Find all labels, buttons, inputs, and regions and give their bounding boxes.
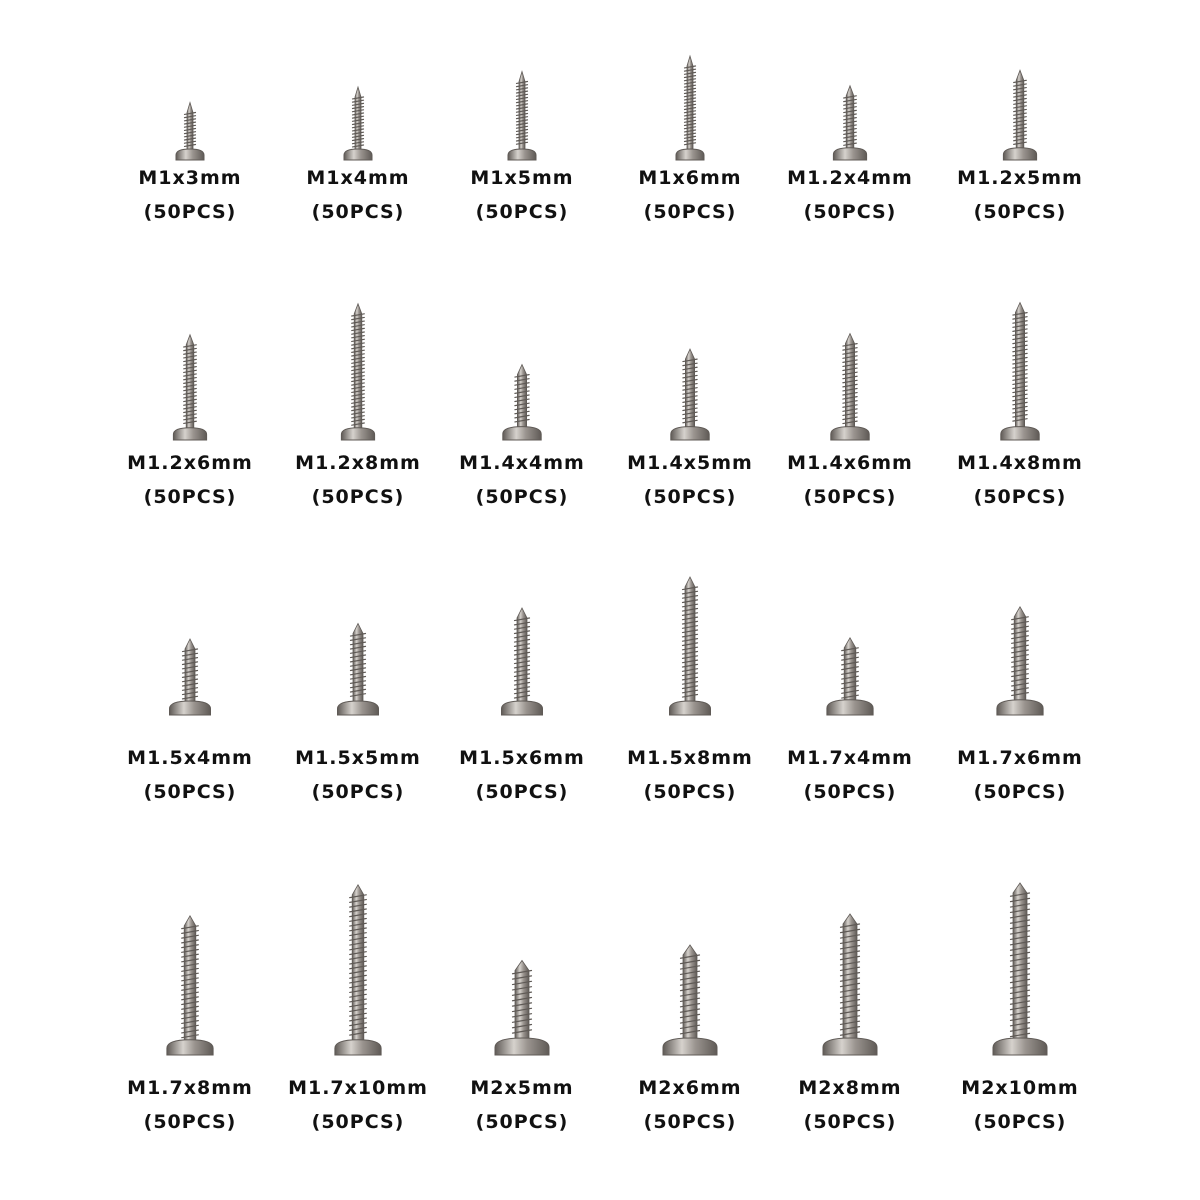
screw-quantity-label: (50PCS)	[643, 1111, 737, 1133]
screw-quantity-label: (50PCS)	[311, 1111, 405, 1133]
screw-quantity-label: (50PCS)	[803, 486, 897, 508]
screw-label	[105, 1071, 275, 1139]
screw-quantity-label: (50PCS)	[475, 1111, 569, 1133]
screw-head	[663, 1038, 717, 1055]
screw-19	[335, 885, 381, 1055]
screw-item	[765, 0, 935, 1200]
screw-label	[765, 1071, 935, 1139]
screw-image	[765, 0, 935, 1200]
screw-head	[495, 1038, 549, 1055]
screw-label	[605, 1071, 775, 1139]
screw-quantity-label: (50PCS)	[973, 1111, 1067, 1133]
screw-size-label: M1.7x4mm	[787, 747, 913, 769]
screw-label	[935, 1071, 1105, 1139]
screw-item	[273, 0, 443, 1200]
screw-size-label: M1.7x8mm	[127, 1077, 253, 1099]
screw-quantity-label: (50PCS)	[643, 486, 737, 508]
screw-quantity-label: (50PCS)	[803, 201, 897, 223]
screw-size-label: M1.5x6mm	[459, 747, 585, 769]
screw-21	[663, 945, 717, 1055]
screw-size-label: M1.5x8mm	[627, 747, 753, 769]
screw-size-label: M2x6mm	[638, 1077, 742, 1099]
screw-quantity-label: (50PCS)	[973, 486, 1067, 508]
screw-size-label: M1x4mm	[306, 167, 410, 189]
screw-quantity-label: (50PCS)	[311, 201, 405, 223]
screw-size-label: M1.2x4mm	[787, 167, 913, 189]
screw-size-label: M1x5mm	[470, 167, 574, 189]
screw-size-label: M1.4x8mm	[957, 452, 1083, 474]
screw-size-label: M1.7x6mm	[957, 747, 1083, 769]
screw-quantity-label: (50PCS)	[143, 201, 237, 223]
screw-shaft	[843, 914, 857, 1040]
screw-quantity-label: (50PCS)	[643, 781, 737, 803]
screw-20	[495, 961, 549, 1056]
screw-size-label: M1.2x5mm	[957, 167, 1083, 189]
screw-head	[167, 1040, 213, 1055]
screw-quantity-label: (50PCS)	[803, 781, 897, 803]
screw-size-label: M1.5x5mm	[295, 747, 421, 769]
screw-image	[437, 0, 607, 1200]
screw-23	[993, 883, 1047, 1055]
screw-size-label: M1.5x4mm	[127, 747, 253, 769]
screw-item	[105, 0, 275, 1200]
screw-image	[935, 0, 1105, 1200]
screw-image	[605, 0, 775, 1200]
screw-quantity-label: (50PCS)	[803, 1111, 897, 1133]
screw-size-label: M1.2x6mm	[127, 452, 253, 474]
screw-item	[935, 0, 1105, 1200]
screw-quantity-label: (50PCS)	[475, 486, 569, 508]
screw-quantity-label: (50PCS)	[143, 781, 237, 803]
screw-item	[437, 0, 607, 1200]
screw-quantity-label: (50PCS)	[311, 781, 405, 803]
screw-size-label: M2x5mm	[470, 1077, 574, 1099]
screw-quantity-label: (50PCS)	[475, 781, 569, 803]
screw-image	[105, 0, 275, 1200]
screw-size-label: M1.2x8mm	[295, 452, 421, 474]
screw-size-label: M1x3mm	[138, 167, 242, 189]
screw-quantity-label: (50PCS)	[973, 201, 1067, 223]
screw-size-label: M1.7x10mm	[288, 1077, 428, 1099]
screw-quantity-label: (50PCS)	[643, 201, 737, 223]
screw-quantity-label: (50PCS)	[143, 486, 237, 508]
screw-label	[437, 1071, 607, 1139]
screw-head	[823, 1038, 877, 1055]
screw-18	[167, 916, 213, 1055]
screw-size-label: M2x10mm	[961, 1077, 1079, 1099]
screw-image	[273, 0, 443, 1200]
screw-quantity-label: (50PCS)	[973, 781, 1067, 803]
screw-22	[823, 914, 877, 1055]
screw-item	[605, 0, 775, 1200]
screw-head	[335, 1040, 381, 1055]
screw-size-label: M1.4x4mm	[459, 452, 585, 474]
screw-quantity-label: (50PCS)	[475, 201, 569, 223]
screw-size-label: M1x6mm	[638, 167, 742, 189]
screw-quantity-label: (50PCS)	[311, 486, 405, 508]
screw-quantity-label: (50PCS)	[143, 1111, 237, 1133]
screw-label	[273, 1071, 443, 1139]
screw-size-label: M1.4x6mm	[787, 452, 913, 474]
screw-size-label: M2x8mm	[798, 1077, 902, 1099]
screw-head	[993, 1038, 1047, 1055]
screw-size-label: M1.4x5mm	[627, 452, 753, 474]
